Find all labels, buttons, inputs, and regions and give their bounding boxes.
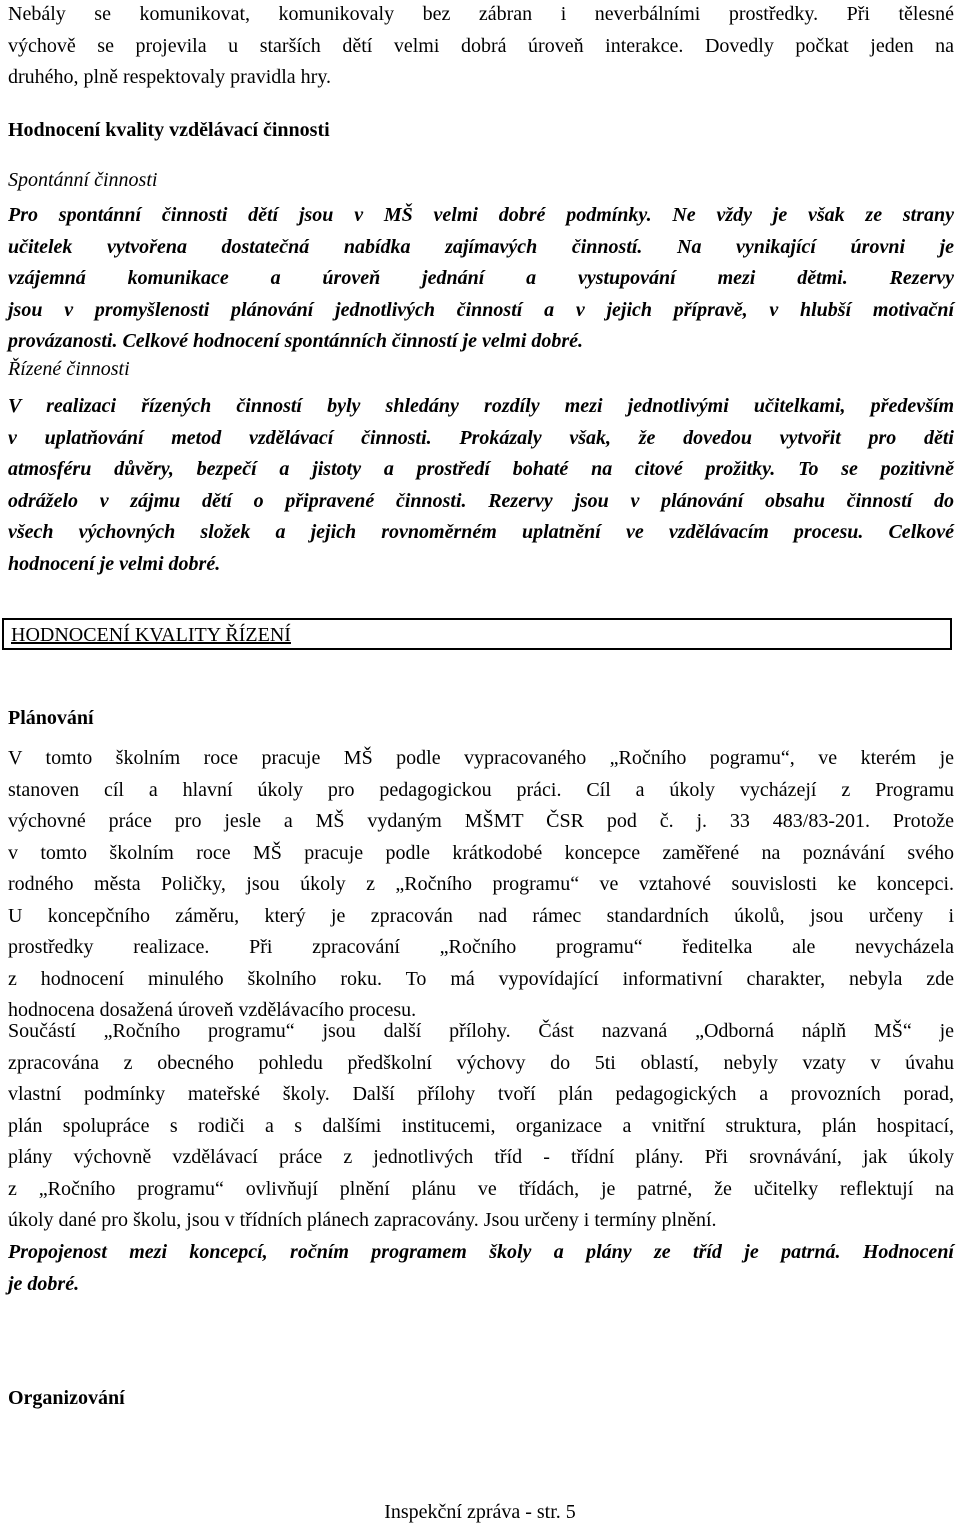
text-line: z „Ročního programu“ ovlivňují plnění plánu ve třídách, je patrné, že učitelky reflektují na [8,1177,954,1200]
organizing-heading: Organizování [8,1387,125,1409]
text-line: vzájemná komunikace a úroveň jednání a vystupování mezi dětmi. Rezervy [8,267,954,289]
text-line: v uplatňování metod vzdělávací činnosti. Prokázaly však, že dovedou vytvořit pro děti [8,426,954,449]
text-line: z hodnocení minulého školního roku. To má vypovídající informativní charakter, nebyla zde [8,967,954,990]
text-line: učitelek vytvořena dostatečná nabídka zajímavých činností. Na vynikající úrovni je [8,235,954,258]
management-heading: HODNOCENÍ KVALITY ŘÍZENÍ [11,624,291,646]
text-line: hodnocena dosažená úroveň vzdělávacího procesu. [8,999,417,1021]
directed-paragraph [8,391,954,580]
text-line: Pro spontánní činnosti dětí jsou v MŠ velmi dobré podmínky. Ne vždy je však ze strany [8,204,954,226]
text-line: Součástí „Ročního programu“ jsou další přílohy. Část nazvaná „Odborná náplň MŠ“ je [8,1020,954,1042]
text-line: v tomto školním roce MŠ pracuje podle krátkodobé koncepce zaměřené na poznávání svého [8,841,954,864]
directed-heading: Řízené činnosti [8,358,130,380]
text-line: rodného města Poličky, jsou úkoly z „Ročního programu“ ve vztahové souvislosti ke koncepci. [8,873,954,895]
text-line: jsou v promyšlenosti plánování jednotlivých činností a v jejich přípravě, v hlubší motivační [8,298,954,321]
text-line: V tomto školním roce pracuje MŠ podle vypracovaného „Ročního pogramu“, ve kterém je [8,747,954,769]
text-line: V realizaci řízených činností byly shledány rozdíly mezi jednotlivými učitelkami, především [8,395,954,417]
management-heading-box [2,618,952,650]
text-line: úkoly dané pro školu, jsou v třídních plánech zapracovány. Jsou určeny i termíny plnění. [8,1209,717,1231]
planning-conclusion [8,1237,954,1300]
intro-paragraph [8,0,954,94]
planning-heading: Plánování [8,707,94,729]
text-line: plány výchovně vzdělávací práce z jednotlivých tříd - třídní plány. Při srovnávání, jak úkoly [8,1146,954,1168]
text-line: všech výchovných složek a jejich rovnoměrném uplatnění ve vzdělávacím procesu. Celkové [8,521,954,543]
planning-paragraph-1 [8,743,954,1027]
text-line: odráželo v zájmu dětí o připravené činnosti. Rezervy jsou v plánování obsahu činností do [8,489,954,512]
text-line: Nebály se komunikovat, komunikovaly bez zábran i neverbálními prostředky. Při tělesné [8,3,954,25]
text-line: hodnocení je velmi dobré. [8,552,221,575]
text-line: Propojenost mezi koncepcí, ročním programem školy a plány ze tříd je patrná. Hodnocení [8,1241,954,1263]
page-footer: Inspekční zpráva - str. 5 [384,1501,576,1523]
text-line: plán spolupráce s rodiči a s dalšími institucemi, organizace a vnitřní struktura, plán hospitací, [8,1114,954,1137]
text-line: výchovné práce pro jesle a MŠ vydaným MŠMT ČSR pod č. j. 33 483/83-201. Protože [8,810,954,832]
text-line: druhého, plně respektovaly pravidla hry. [8,66,332,88]
text-line: stanoven cíl a hlavní úkoly pro pedagogickou práci. Cíl a úkoly vycházejí z Programu [8,778,954,801]
text-line: vlastní podmínky mateřské školy. Další přílohy tvoří plán pedagogických a provozních porad, [8,1083,954,1105]
spontaneous-heading: Spontánní činnosti [8,169,158,191]
text-line: provázanosti. Celkové hodnocení spontánních činností je velmi dobré. [8,330,584,352]
text-line: prostředky realizace. Při zpracování „Ročního programu“ ředitelka ale nevycházela [8,936,954,958]
quality-heading: Hodnocení kvality vzdělávací činnosti [8,119,330,141]
text-line: atmosféru důvěry, bezpečí a jistoty a prostředí bohaté na citové prožitky. To se pozitivně [8,458,954,480]
planning-paragraph-2 [8,1016,954,1237]
text-line: U koncepčního záměru, který je zpracován nad rámec standardních úkolů, jsou určeny i [8,904,954,927]
spontaneous-paragraph [8,200,954,358]
text-line: zpracována z obecného pohledu předškolní výchovy do 5ti oblastí, nebyly vzaty v úvahu [8,1051,954,1074]
text-line: výchově se projevila u starších dětí velmi dobrá úroveň interakce. Dovedly počkat jeden na [8,34,954,57]
text-line: je dobré. [8,1272,80,1295]
